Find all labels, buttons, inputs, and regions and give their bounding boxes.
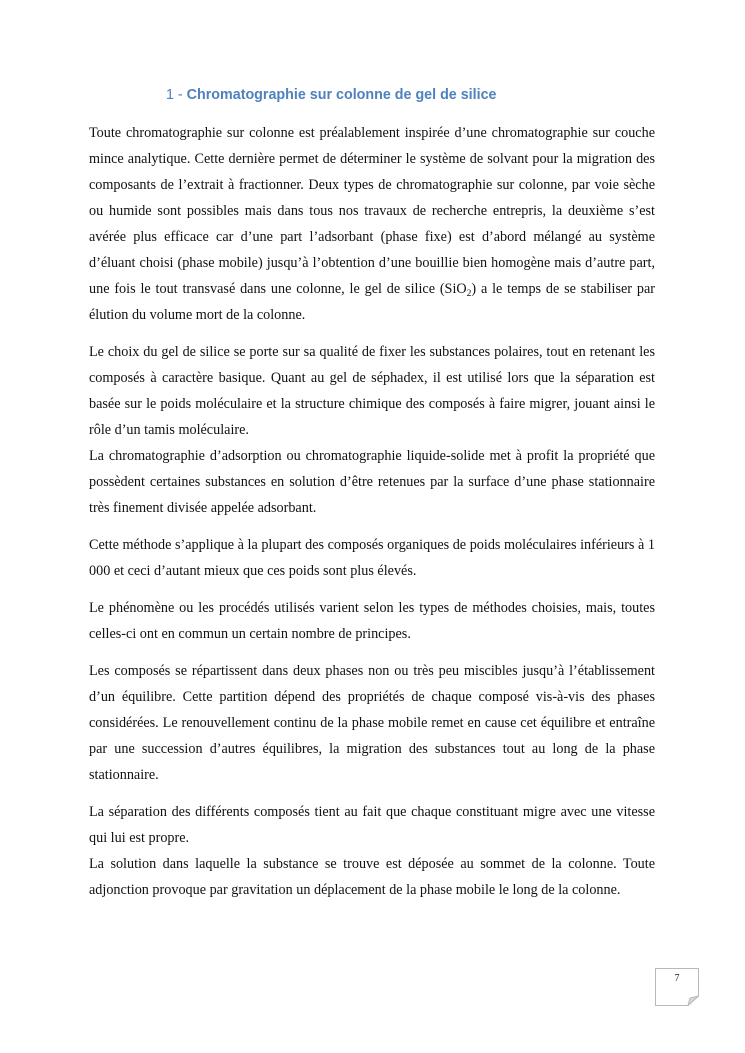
paragraph-1-text: Toute chromatographie sur colonne est préalablement inspirée d’une chromatographie sur couche mince analytique. Cette dernière permet de déterminer le système de solvant pour la migration des composants de l’extrait à fractionner. Deux types de chromatographie sur colonne, par voie sèche ou humide sont possibles mais dans tous nos travaux de recherche entrepris, la deuxième s’est avérée plus efficace car d’une part l’adsorbant (phase fixe) est d’abord mélangé au système d’éluant choisi (phase mobile) jusqu’à l’obtention d’une bouillie bien homogène mais d’autre part, une fois le tout transvasé dans une colonne, le gel de silice (SiO [89,125,655,297]
paragraph-4: Cette méthode s’applique à la plupart des composés organiques de poids moléculaires inférieurs à 1 000 et ceci d’autant mieux que ces poids sont plus élevés. [89,537,655,579]
section-heading [166,87,497,103]
paragraph-8: La solution dans laquelle la substance se trouve est déposée au sommet de la colonne. Toute adjonction provoque par gravitation un déplacement de la phase mobile le long de la colonne. [89,856,655,898]
paragraph-1-text-end: ) a le temps de se stabiliser par élution du volume mort de la colonne. [89,281,655,323]
paragraph-6: Les composés se répartissent dans deux phases non ou très peu miscibles jusqu’à l’établissement d’un équilibre. Cette partition dépend des propriétés de chaque composé vis-à-vis des phases considérées. Le renouvellement continu de la phase mobile remet en cause cet équilibre et entraîne par une succession d’autres équilibres, la migration des substances tout au long de la phase stationnaire. [89,663,655,783]
section-title: Chromatographie sur colonne de gel de silice [186,87,497,103]
subscript: 2 [466,289,472,299]
section-number: 1 - [166,87,187,103]
paragraph-5: Le phénomène ou les procédés utilisés varient selon les types de méthodes choisies, mais, toutes celles-ci ont en commun un certain nombre de principes. [89,600,655,642]
page-number: 7 [674,973,680,984]
body-text [89,120,655,903]
paragraph-2: Le choix du gel de silice se porte sur sa qualité de fixer les substances polaires, tout en retenant les composés à caractère basique. Quant au gel de séphadex, il est utilisé lors que la séparation est basée sur le poids moléculaire et la structure chimique des composés à faire migrer, jouant ainsi le rôle d’un tamis moléculaire. [89,344,655,438]
paragraph-3: La chromatographie d’adsorption ou chromatographie liquide-solide met à profit la propriété que possèdent certaines substances en solution d’être retenues par la surface d’une phase stationnaire très finement divisée appelée adsorbant. [89,448,655,516]
page-number-box [655,968,699,1006]
paragraph-7: La séparation des différents composés tient au fait que chaque constituant migre avec une vitesse qui lui est propre. [89,804,655,846]
paragraph-1 [89,120,655,328]
